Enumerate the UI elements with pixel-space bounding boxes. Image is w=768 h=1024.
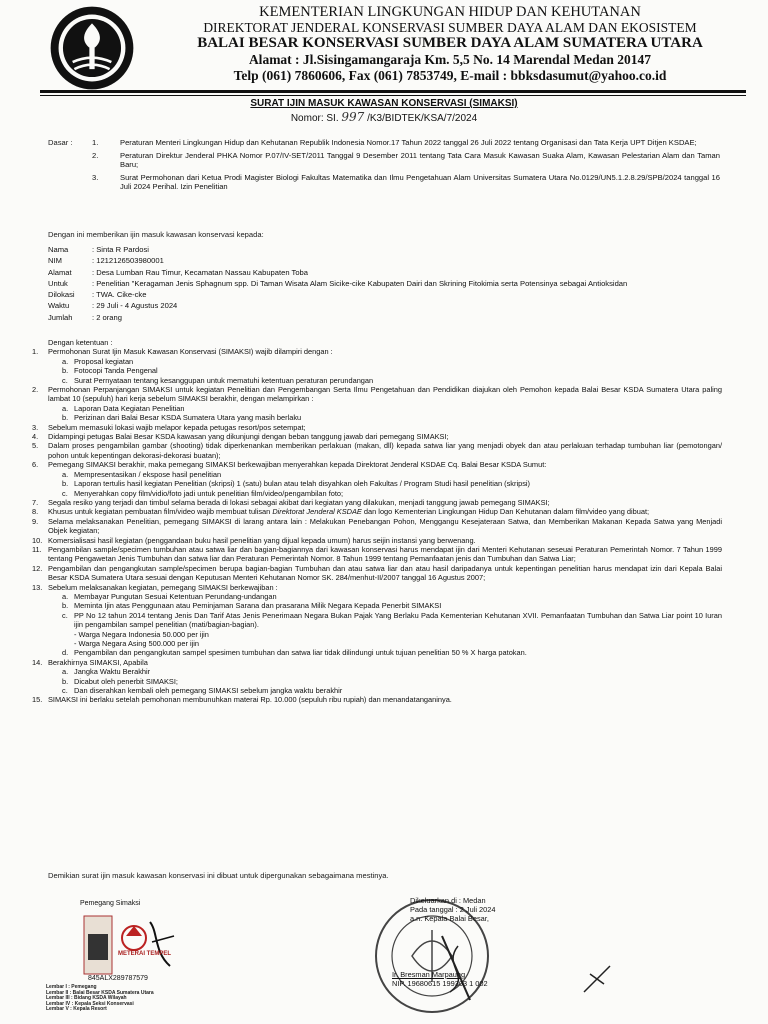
item-number: 9. <box>32 516 39 526</box>
identity-value: : 1212126503980001 <box>92 256 164 266</box>
item-text-post: dan logo Kementerian Lingkungan Hidup Dan Kehutanan dalam film/video yang dibuat; <box>361 507 650 517</box>
item-number: 2. <box>92 150 99 160</box>
item-text: Segala resiko yang terjadi dan timbul selama berada di lokasi sebagai akibat dari kegiatan yang dilakukan, menjadi tanggung jawab pemegang SIMAKSI; <box>48 497 550 507</box>
sub-item <box>32 479 722 488</box>
identity-key: Waktu <box>48 301 70 311</box>
sub-text: Pengambilan dan pengangkutan sampel spesimen tumbuhan dan satwa liar tidak dilindungi untuk tujuan penelitian 50 % X harga patokan. <box>74 648 527 658</box>
identity-key: NIM <box>48 256 62 266</box>
list-item <box>32 441 722 460</box>
sub-item <box>32 601 722 610</box>
item-text <box>48 507 722 516</box>
issuer-place: Dikeluarkan di : Medan <box>410 896 486 905</box>
item-number: 3. <box>32 422 39 432</box>
item-text: Komersialisasi hasil kegiatan (penggandaan buku hasil penelitian yang dijual kepada umum) harus seijin instansi yang berwenang. <box>48 535 476 545</box>
identity-row <box>48 267 728 278</box>
sub-letter: a. <box>62 356 69 366</box>
sub-item <box>32 376 722 385</box>
sub-text: Meminta Ijin atas Penggunaan atau Peminjaman Sarana dan prasarana Milik Negara Kepada Penerbit SIMAKSI <box>74 601 442 611</box>
number-suffix: /K3/BIDTEK/KSA/7/2024 <box>367 113 478 124</box>
issuer-role: a.n. Kepala Balai Besar, <box>410 914 489 923</box>
item-text: Permohonan Surat Ijin Masuk Kawasan Konservasi (SIMAKSI) wajib dilampiri dengan : <box>48 347 333 357</box>
list-item <box>92 173 720 192</box>
sub-letter: a. <box>62 403 69 413</box>
item-text: Surat Permohonan dari Ketua Prodi Magister Biologi Fakultas Matematika dan Ilmu Pengetahuan Alam Universitas Sumatera Utara No.0129/UN5.1.2.8.29/SPB/2024 tanggal 16 Juli 2024 Perihal. Izin Penelitian <box>120 172 720 191</box>
sub-item <box>32 611 722 630</box>
sub-item <box>32 667 722 676</box>
item-text: SIMAKSI ini berlaku setelah pemohonan membunuhkan materai Rp. 10.000 (sepuluh ribu rupiah) dan menandatanganinya. <box>48 695 452 705</box>
identity-key: Jumlah <box>48 312 73 322</box>
item-number: 13. <box>32 582 43 592</box>
item-text: Didampingi petugas Balai Besar KSDA kawasan yang dikunjungi dengan beban tanggung jawab dari pemegang SIMAKSI; <box>48 432 449 442</box>
identity-value: : Penelitian "Keragaman Jenis Sphagnum spp. Di Taman Wisata Alam Sicike-cike Kabupaten Dairi dan Skrining Fitokimia serta Potensinya sebagai Antioksidan <box>92 278 628 288</box>
sub-letter: b. <box>62 366 69 376</box>
identity-key: Untuk <box>48 278 68 288</box>
sub-letter: b. <box>62 413 69 423</box>
distribution-item: Lembar IV : Kepala Seksi Konservasi <box>46 1000 134 1007</box>
fee-bullet: - Warga Negara Asing 500.000 per ijin <box>74 639 200 648</box>
item-text-italic: Direktorat Jenderal KSDAE <box>272 507 362 517</box>
sub-text: Laporan tertulis hasil kegiatan Penelitian (skripsi) 1 (satu) bulan atau telah disyahkan oleh Fakultas / Program Studi hasil penelitian (skripsi) <box>74 479 530 489</box>
issuer-signatory <box>392 970 488 988</box>
sub-text: Jangka Waktu Berakhir <box>74 667 151 677</box>
intro-text: Dengan ini memberikan ijin masuk kawasan konservasi kepada: <box>48 230 264 239</box>
issuer-nip: NIP. 19680615 199303 1 002 <box>392 979 488 988</box>
sub-text: Dicabut oleh penerbit SIMAKSI; <box>74 676 178 686</box>
item-text: Dalam proses pengambilan gambar (shooting) tidak diperkenankan memberikan perlakuan (makan, dll) kepada satwa liar yang menjadi obyek dan atau perlakuan terhadap tumbuhan liar (pemotongan/ pohon untuk kepentingan dekorasi-dekorasi buatan); <box>48 441 722 460</box>
item-number: 8. <box>32 507 39 517</box>
sub-letter: a. <box>62 591 69 601</box>
letterhead-rule-thin <box>40 95 746 96</box>
number-prefix: Nomor: SI. <box>290 113 339 124</box>
identity-row <box>48 300 728 311</box>
identity-value: : Sinta R Pardosi <box>92 245 149 254</box>
identity-table <box>48 244 728 323</box>
document-title: SURAT IJIN MASUK KAWASAN KONSERVASI (SIMAKSI) <box>250 98 518 109</box>
sub-item <box>32 489 722 498</box>
item-text: Sebelum memasuki lokasi wajib melapor kepada petugas resort/pos setempat; <box>48 422 306 432</box>
sub-letter: a. <box>62 469 69 479</box>
letterhead-ministry: KEMENTERIAN LINGKUNGAN HIDUP DAN KEHUTANAN <box>259 4 641 20</box>
list-item <box>32 695 722 704</box>
identity-row <box>48 255 728 266</box>
sub-letter: b. <box>62 601 69 611</box>
list-item <box>32 347 722 356</box>
sub-letter: b. <box>62 479 69 489</box>
sub-item <box>32 677 722 686</box>
item-text: Pengambilan sample/specimen tumbuhan atau satwa liar dan bagian-bagiannya dari kawasan konservasi harus mendapat ijin dari Menteri Kehutanan seseuai Peraturan Pemerintah Nomor. 7 Tahun 1999 tentang Pengawetan Jenis Tumbuhan dan satwa liar dan Peraturan Pemerintah Nomor. 8 Tahun 1999 tentang Pemanfaatan jenis dan Tumbuhan dan Satwa Liar; <box>48 544 722 564</box>
item-text: Berakhirnya SIMAKSI, Apabila <box>48 657 148 667</box>
ketentuan-list <box>32 338 722 705</box>
list-item <box>32 423 722 432</box>
list-item <box>32 432 722 441</box>
list-item <box>92 151 720 170</box>
sub-letter: c. <box>62 610 68 620</box>
sub-item <box>32 648 722 657</box>
identity-value: : Desa Lumban Rau Timur, Kecamatan Nassau Kabupaten Toba <box>92 267 308 277</box>
item-text: Sebelum melaksanakan kegiatan, pemegang SIMAKSI berkewajiban : <box>48 582 278 592</box>
item-text: Peraturan Menteri Lingkungan Hidup dan Kehutanan Republik Indonesia Nomor.17 Tahun 2022 tanggal 26 Juli 2022 tentang Organisasi dan Tata Kerja UPT Ditjen KSDAE; <box>120 138 697 147</box>
letterhead-address: Alamat : Jl.Sisingamangaraja Km. 5,5 No. 14 Marendal Medan 20147 <box>248 52 652 67</box>
list-item <box>32 545 722 564</box>
sub-letter: c. <box>62 488 68 498</box>
identity-row <box>48 278 728 289</box>
dasar-list <box>92 138 720 195</box>
sub-text: Dan diserahkan kembali oleh pemegang SIMAKSI sebelum jangka waktu berakhir <box>74 686 343 696</box>
identity-row <box>48 289 728 300</box>
ministry-logo-icon <box>48 4 136 92</box>
identity-value: : TWA. Cike-cke <box>92 290 147 300</box>
materai-code: 845ALX289787579 <box>88 975 148 982</box>
item-text: Pengambilan dan pengangkutan sample/specimen berupa bagian-bagian Tumbuhan dan atau satwa liar dan atau hasil daripadanya untuk kepentingan penelitian harus mendapat izin dari Kepala Balai Besar KSDA Sumatera Utara sesuai dengan Keputusan Menteri Kehutanan Nomor SK. 284/menhut-II/2007 tanggal 16 Agustus 2007; <box>48 563 722 583</box>
signature-mark-icon <box>580 962 614 996</box>
list-item <box>32 536 722 545</box>
sub-item <box>32 366 722 375</box>
identity-row <box>48 244 728 255</box>
item-number: 7. <box>32 497 39 507</box>
list-item <box>32 498 722 507</box>
sub-letter: c. <box>62 686 68 696</box>
letterhead-directorate: DIREKTORAT JENDERAL KONSERVASI SUMBER DAYA ALAM DAN EKOSISTEM <box>203 20 697 35</box>
sub-letter: a. <box>62 667 69 677</box>
item-text: Peraturan Direktur Jenderal PHKA Nomor P.07/IV-SET/2011 Tanggal 9 Desember 2011 tentang Tata Cara Masuk Kawasan Suaka Alam, Kawasan Pelestarian Alam dan Taman Baru; <box>120 150 720 169</box>
list-item <box>32 658 722 667</box>
list-item <box>92 138 720 148</box>
identity-key: Alamat <box>48 267 72 277</box>
item-number: 14. <box>32 657 43 667</box>
materai-label: METERAI TEMPEL <box>118 951 172 957</box>
sub-item <box>32 357 722 366</box>
item-number: 1. <box>32 347 39 357</box>
sub-text: Laporan Data Kegiatan Penelitian <box>74 403 185 413</box>
identity-row <box>48 312 728 323</box>
sub-text: Fotocopi Tanda Pengenal <box>74 366 158 376</box>
letterhead-office: BALAI BESAR KONSERVASI SUMBER DAYA ALAM SUMATERA UTARA <box>197 35 703 51</box>
item-number: 3. <box>92 172 99 182</box>
sub-item <box>32 404 722 413</box>
identity-key: Nama <box>48 245 69 254</box>
letterhead-contact: Telp (061) 7860606, Fax (061) 7853749, E-mail : bbksdasumut@yahoo.co.id <box>233 68 667 83</box>
sub-item <box>32 470 722 479</box>
holder-label: Pemegang Simaksi <box>80 900 141 907</box>
sub-letter: d. <box>62 648 69 658</box>
item-number: 10. <box>32 535 43 545</box>
closing-text: Demikian surat ijin masuk kawasan konservasi ini dibuat untuk dipergunakan sebagaimana mestinya. <box>48 871 389 880</box>
distribution-item: Lembar I : Pemegang <box>46 984 97 990</box>
list-item <box>32 507 722 516</box>
item-text: Pemegang SIMAKSI berakhir, maka pemegang SIMAKSI berkewajiban menyerahkan kepada Direktorat Jenderal KSDAE Cq. Balai Besar KSDA Sumut: <box>48 460 547 470</box>
item-number: 4. <box>32 432 39 442</box>
distribution-item: Lembar V : Kepala Resort <box>46 1006 107 1013</box>
sub-text: Membayar Pungutan Sesuai Ketentuan Perundang-undangan <box>74 591 277 601</box>
letterhead-rule-thick <box>40 90 746 93</box>
fee-bullet: - Warga Negara Indonesia 50.000 per ijin <box>74 629 209 639</box>
identity-value: : 2 orang <box>92 312 122 322</box>
issuer-block <box>410 896 495 923</box>
letterhead <box>140 4 760 84</box>
distribution-list <box>46 985 154 1013</box>
issuer-date: Pada tanggal : 2 Juli 2024 <box>410 905 496 914</box>
sub-text: Proposal kegiatan <box>74 356 134 366</box>
item-number: 5. <box>32 441 39 451</box>
item-number: 15. <box>32 695 43 705</box>
sub-text: Mempresentasikan / ekspose hasil penelitian <box>74 469 222 479</box>
item-number: 1. <box>92 138 99 147</box>
sub-item <box>32 413 722 422</box>
list-item <box>32 583 722 592</box>
identity-key: Dilokasi <box>48 290 75 300</box>
item-number: 12. <box>32 563 43 573</box>
dasar-label: Dasar : <box>48 138 73 147</box>
list-item <box>32 385 722 404</box>
document-number <box>0 110 768 124</box>
issuer-name: Ir. Bresman Marpaung <box>392 970 466 979</box>
item-text-pre: Khusus untuk kegiatan pembuatan film/video wajib membuat tulisan <box>48 507 273 517</box>
materai-stamp-icon <box>82 912 182 978</box>
identity-value: : 29 Juli - 4 Agustus 2024 <box>92 301 178 311</box>
list-item <box>32 517 722 536</box>
item-number: 2. <box>32 385 39 395</box>
distribution-item: Lembar III : Bidang KSDA Wilayah <box>46 995 127 1002</box>
number-handwritten: 997 <box>341 110 365 124</box>
sub-text: Perizinan dari Balai Besar KSDA Sumatera Utara yang masih berlaku <box>74 413 302 423</box>
sub-letter: c. <box>62 375 68 385</box>
item-number: 6. <box>32 460 39 470</box>
item-text: Selama melaksanakan Penelitian, pemegang SIMAKSI di larang antara lain : Melakukan Penebangan Pohon, Menggangu Kesejateraan Satwa, dan Memberikan Makanan Kepada Satwa yang Menjadi Objek kegiatan; <box>48 516 722 536</box>
sub-item <box>32 686 722 695</box>
list-item <box>32 564 722 583</box>
sub-letter: b. <box>62 676 69 686</box>
item-number: 11. <box>32 544 42 554</box>
sub-text: Menyerahkan copy film/vidio/foto jadi untuk penelitian film/video/pengambilan foto; <box>74 488 344 498</box>
item-text: Permohonan Perpanjangan SIMAKSI untuk kegiatan Penelitian dan Pengembangan Serta Ilmu Pengetahuan dan Pendidikan diajukan oleh Pemohon kepada Balai Besar KSDA Sumatera Utara paling lambat 10 (sepuluh) hari kerja sebelum SIMAKSI berakhir, dengan melampirkan : <box>48 385 722 404</box>
sub-text: Surat Pernyataan tentang kesanggupan untuk mematuhi ketentuan peraturan perundangan <box>74 375 374 385</box>
distribution-item: Lembar II : Balai Besar KSDA Sumatera Utara <box>46 989 154 996</box>
list-item <box>32 460 722 469</box>
ketentuan-heading: Dengan ketentuan : <box>48 338 113 347</box>
sub-item <box>32 592 722 601</box>
sub-text: PP No 12 tahun 2014 tentang Jenis Dan Tarif Atas Jenis Penerimaan Negara Bukan Pajak Yang Berlaku Pada Kementerian Kehutanan XVII. Pemanfaatan Tumbuhan dan Satwa Liar point 10 Iuran ijin pengambilan sampel penelitian (mati/bagian-bagian). <box>74 610 722 630</box>
